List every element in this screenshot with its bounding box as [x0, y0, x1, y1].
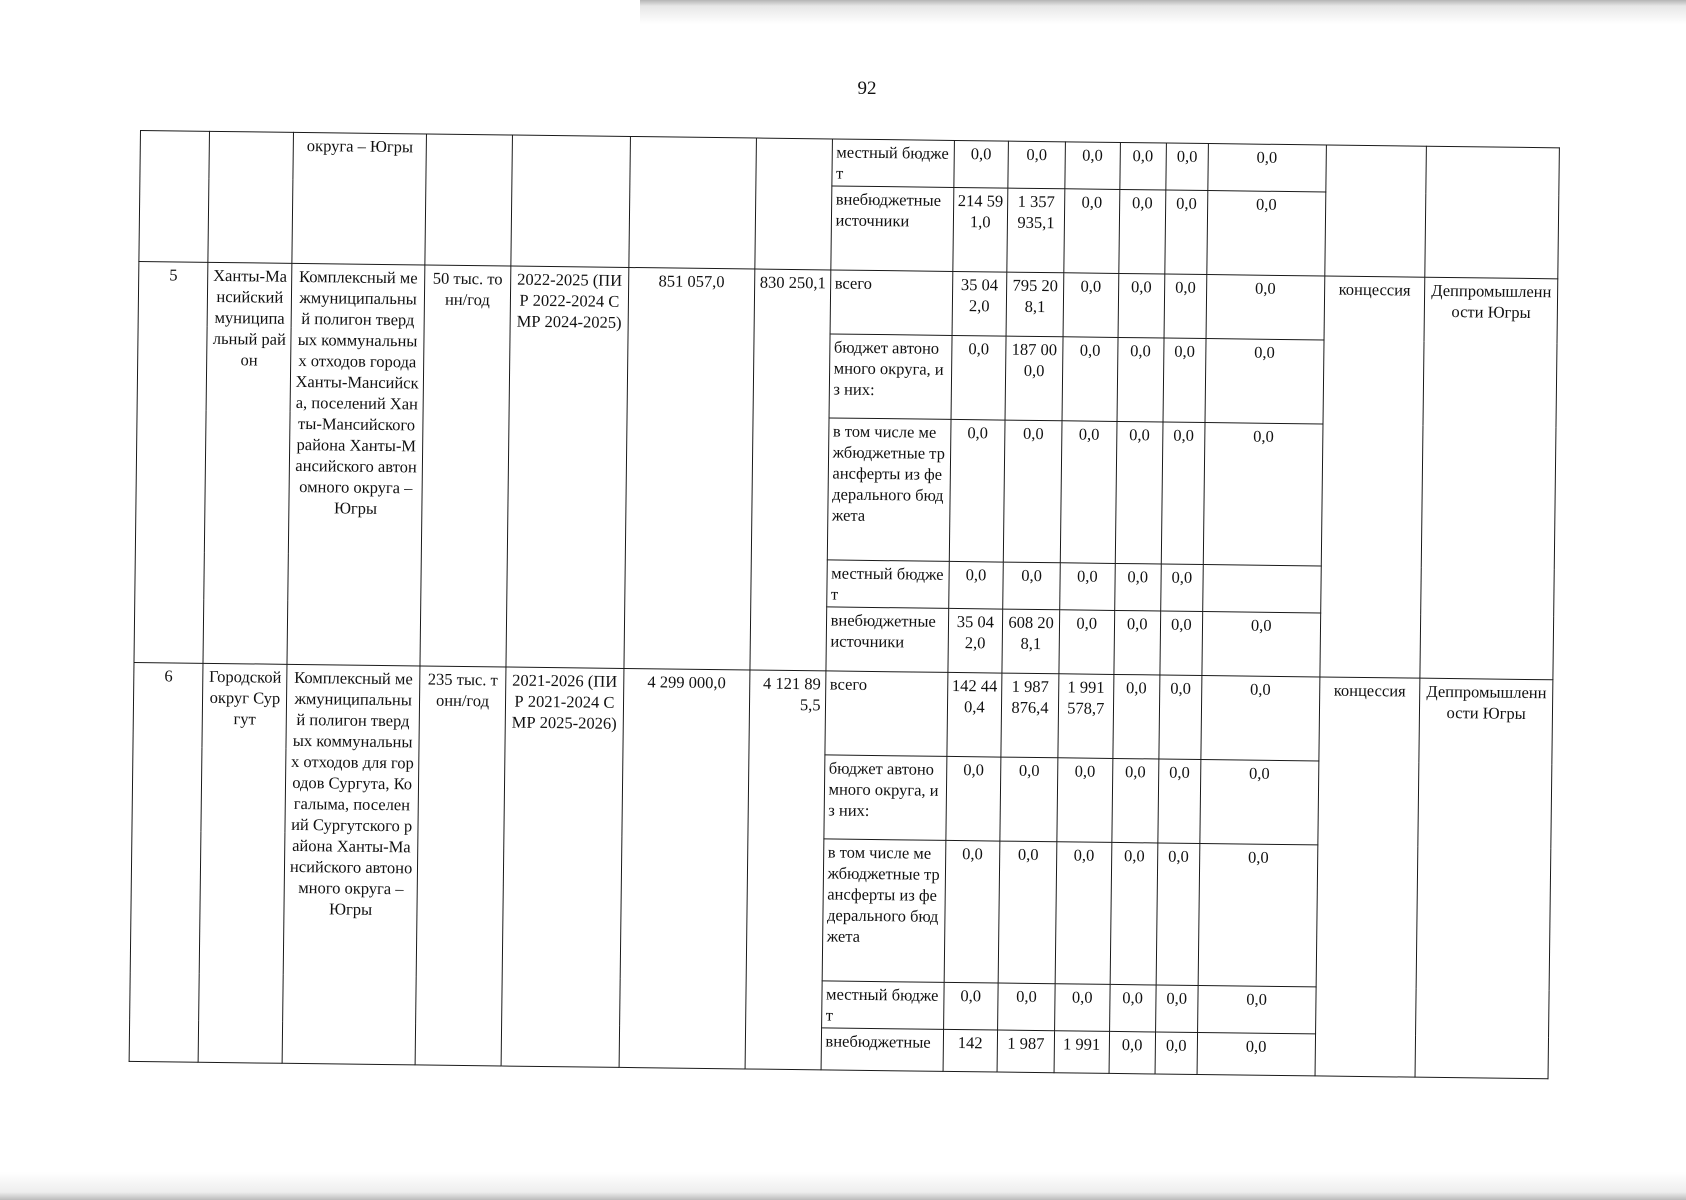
- value-cell: 0,0: [1003, 562, 1060, 610]
- scan-edge-top: [640, 0, 1686, 24]
- value-cell: 0,0: [1201, 676, 1320, 761]
- value-cell: 0,0: [1113, 610, 1160, 675]
- cost-cell: [629, 136, 757, 269]
- value-cell: 0,0: [1160, 611, 1203, 676]
- value-cell: 0,0: [1063, 273, 1118, 338]
- source-cell: внебюджетные источники: [830, 186, 953, 271]
- period-cell: 2022-2025 (ПИР 2022-2024 СМР 2024-2025): [506, 266, 629, 668]
- no-cell: [139, 131, 210, 263]
- period-cell: [511, 135, 630, 267]
- value-cell: 0,0: [1114, 563, 1161, 611]
- value-cell: 142: [943, 1029, 998, 1072]
- capacity-cell: [425, 134, 513, 266]
- value-cell: 0,0: [949, 419, 1005, 562]
- value-cell: 0,0: [1197, 1032, 1315, 1075]
- value-cell: 0,0: [1155, 1032, 1198, 1075]
- source-cell: местный бюджет: [826, 560, 948, 608]
- source-cell: в том числе межбюджетные трансферты из федерального бюджета: [822, 839, 946, 982]
- remaining-cell: 830 250,1: [750, 269, 831, 671]
- value-cell: 0,0: [1060, 421, 1116, 564]
- value-cell: 0,0: [1062, 337, 1118, 422]
- value-cell: 0,0: [1000, 757, 1058, 842]
- value-cell: 0,0: [1119, 142, 1166, 190]
- value-cell: 0,0: [1057, 758, 1113, 843]
- cost-cell: 851 057,0: [624, 267, 755, 670]
- value-cell: 0,0: [1208, 144, 1326, 192]
- value-cell: 0,0: [1198, 843, 1317, 986]
- value-cell: 0,0: [1163, 338, 1206, 423]
- value-cell: 0,0: [1008, 141, 1065, 189]
- source-cell: внебюджетные источники: [826, 607, 949, 672]
- object-cell: округа – Югры: [292, 132, 426, 265]
- source-cell: местный бюджет: [831, 139, 953, 187]
- value-cell: 187 000,0: [1005, 336, 1063, 421]
- value-cell: 0,0: [1118, 273, 1165, 338]
- page-number: 92: [857, 78, 877, 99]
- object-cell: Комплексный межмуниципальный полигон твердых коммунальных отходов города Ханты-Мансийска, поселений Ханты-Мансийского района Ханты-Мансийского автономного округа – Югры: [287, 263, 424, 666]
- value-cell: 0,0: [945, 756, 1001, 841]
- value-cell: 1 991: [1054, 1031, 1109, 1074]
- value-cell: 35 042,0: [952, 271, 1007, 336]
- value-cell: 214 591,0: [952, 187, 1008, 272]
- responsible-cell: [1425, 146, 1559, 279]
- investment-projects-table: [129, 130, 1560, 1079]
- value-cell: 0,0: [1111, 758, 1158, 843]
- no-cell: 6: [129, 662, 203, 1062]
- source-cell: бюджет автономного округа, из них:: [823, 755, 946, 840]
- value-cell: 0,0: [1166, 143, 1209, 191]
- no-cell: 5: [134, 261, 208, 663]
- value-cell: 0,0: [1054, 984, 1109, 1032]
- mechanism-cell: [1324, 145, 1426, 277]
- value-cell: 1 987 876,4: [1001, 673, 1059, 758]
- value-cell: 1 987: [997, 1030, 1054, 1073]
- value-cell: 0,0: [951, 335, 1007, 420]
- value-cell: 0,0: [1205, 339, 1324, 424]
- responsible-cell: Деппромышленности Югры: [1415, 678, 1552, 1079]
- remaining-cell: 4 121 895,5: [745, 670, 826, 1070]
- value-cell: 0,0: [998, 841, 1056, 984]
- remaining-cell: [755, 138, 832, 270]
- value-cell: 0,0: [1065, 142, 1120, 190]
- source-cell: всего: [824, 671, 947, 756]
- value-cell: 0,0: [1202, 612, 1320, 677]
- value-cell: 0,0: [1109, 1031, 1156, 1074]
- value-cell: 0,0: [1200, 760, 1319, 845]
- value-cell: 0,0: [998, 983, 1055, 1031]
- value-cell: 0,0: [948, 561, 1003, 609]
- cost-cell: 4 299 000,0: [619, 668, 750, 1069]
- value-cell: 142 440,4: [946, 672, 1002, 757]
- value-cell: 0,0: [1118, 189, 1165, 274]
- capacity-cell: 235 тыс. тонн/год: [415, 666, 506, 1066]
- value-cell: 0,0: [953, 140, 1008, 188]
- value-cell: 0,0: [1203, 423, 1322, 566]
- value-cell: 0,0: [1117, 337, 1164, 422]
- value-cell: 0,0: [1109, 984, 1156, 1032]
- source-cell: местный бюджет: [821, 981, 943, 1029]
- value-cell: 0,0: [1115, 421, 1163, 564]
- value-cell: 0,0: [944, 840, 1000, 983]
- source-cell: в том числе межбюджетные трансферты из федерального бюджета: [827, 418, 951, 561]
- value-cell: 0,0: [1110, 842, 1158, 985]
- source-cell: всего: [830, 270, 953, 335]
- document-sheet: [128, 130, 1560, 1107]
- value-cell: 0,0: [1160, 564, 1203, 612]
- table-row: [133, 662, 1553, 763]
- value-cell: 0,0: [1055, 842, 1111, 985]
- value-cell: 0,0: [1064, 189, 1120, 274]
- value-cell: 0,0: [1164, 274, 1207, 339]
- mechanism-cell: концессия: [1315, 677, 1421, 1077]
- value-cell: 608 208,1: [1002, 609, 1060, 674]
- value-cell: 0,0: [1197, 985, 1315, 1033]
- value-cell: 0,0: [1155, 985, 1198, 1033]
- value-cell: 0,0: [1003, 420, 1061, 563]
- value-cell: 0,0: [1059, 610, 1114, 675]
- period-cell: 2021-2026 (ПИР 2021-2024 СМР 2025-2026): [501, 667, 624, 1067]
- value-cell: 0,0: [1158, 759, 1201, 844]
- value-cell: 0,0: [1207, 191, 1326, 276]
- municipality-cell: Городской округ Сургут: [198, 663, 287, 1063]
- value-cell: [1203, 565, 1321, 613]
- scan-edge-bottom: [0, 1172, 1686, 1200]
- municipality-cell: [208, 131, 294, 263]
- value-cell: 0,0: [1206, 275, 1324, 340]
- object-cell: Комплексный межмуниципальный полигон твердых коммунальных отходов для городов Сургута, Когалыма, поселений Сургутского района Ханты-Мансийского автономного округа – Югры: [283, 664, 420, 1065]
- value-cell: 0,0: [1156, 843, 1200, 986]
- value-cell: 1 991 578,7: [1058, 674, 1114, 759]
- value-cell: 35 042,0: [947, 608, 1002, 673]
- value-cell: 795 208,1: [1006, 272, 1064, 337]
- source-cell: бюджет автономного округа, из них:: [829, 334, 952, 419]
- source-cell: внебюджетные: [821, 1028, 943, 1071]
- value-cell: 0,0: [1060, 563, 1115, 611]
- municipality-cell: Ханты-Мансийский муниципальный район: [203, 262, 292, 664]
- value-cell: 0,0: [1112, 674, 1159, 759]
- value-cell: 0,0: [1165, 190, 1208, 275]
- capacity-cell: 50 тыс. тонн/год: [420, 265, 511, 667]
- value-cell: 0,0: [1161, 422, 1205, 565]
- mechanism-cell: концессия: [1319, 276, 1425, 678]
- responsible-cell: Деппромышленности Югры: [1420, 277, 1557, 680]
- value-cell: 1 357 935,1: [1007, 188, 1065, 273]
- value-cell: 0,0: [943, 982, 998, 1030]
- value-cell: 0,0: [1159, 675, 1202, 760]
